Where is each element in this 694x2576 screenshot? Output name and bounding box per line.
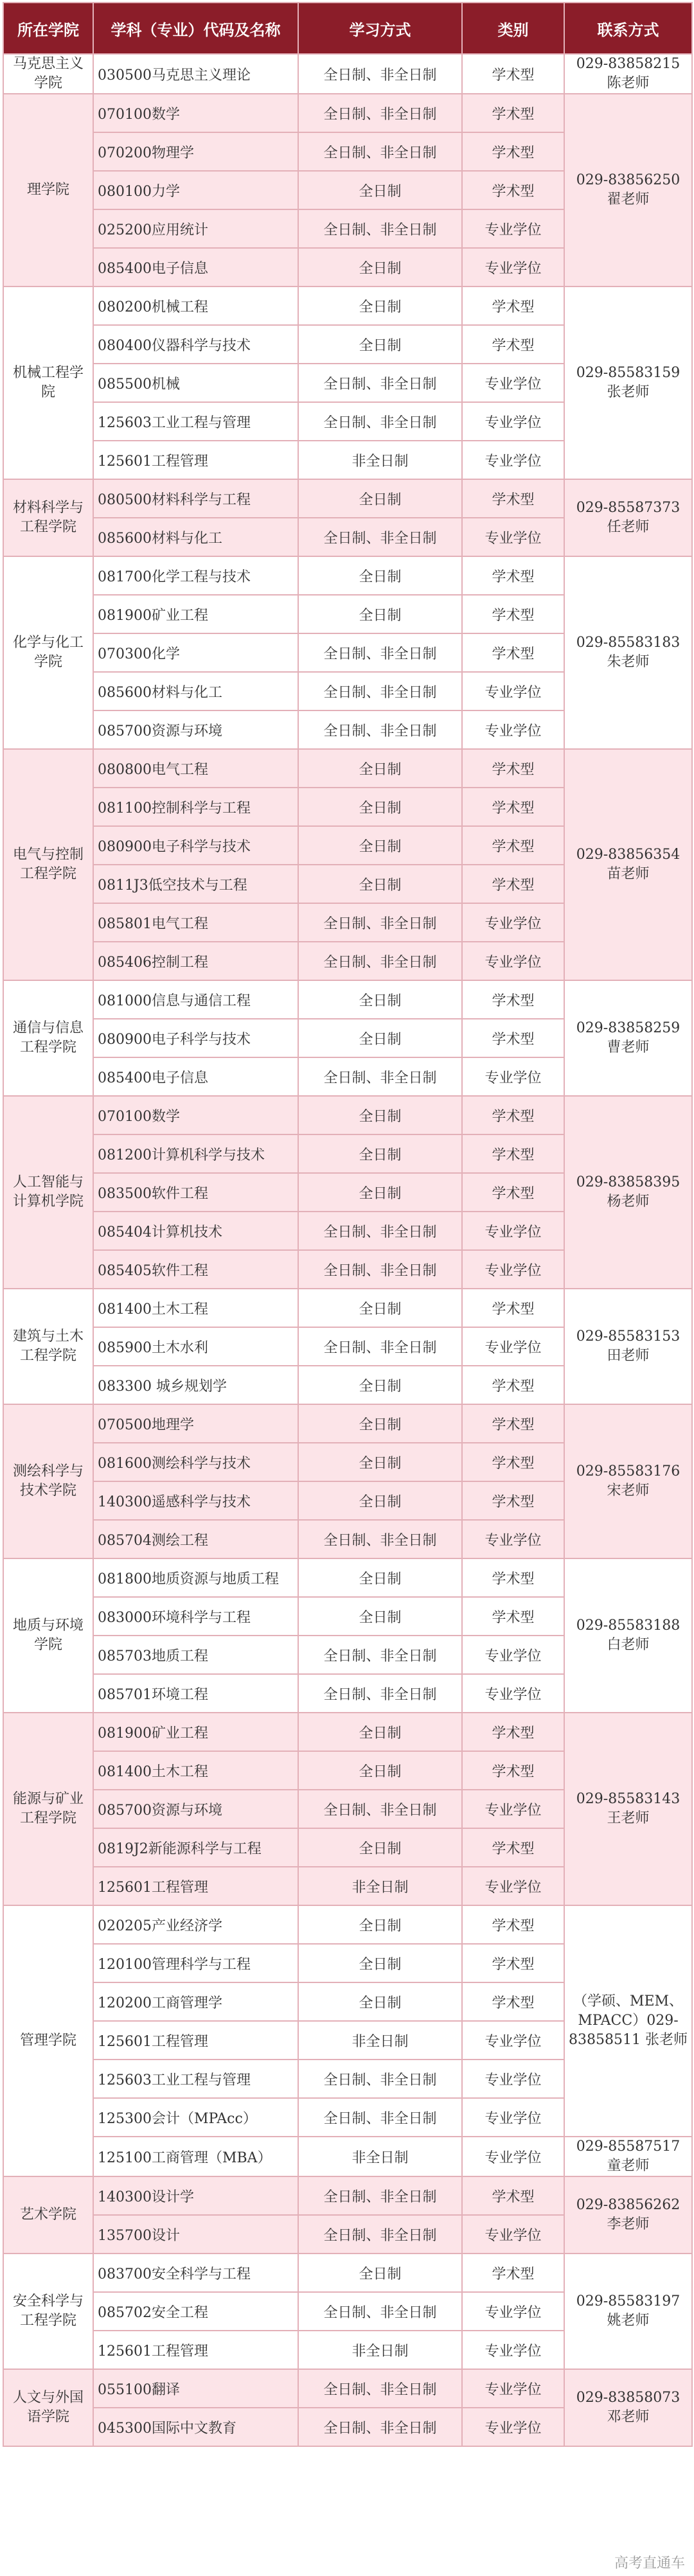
table-row (3, 1096, 692, 1134)
study-mode-cell: 全日制 (298, 826, 462, 865)
category-cell: 专业学位 (462, 209, 564, 248)
category-cell: 学术型 (462, 1751, 564, 1790)
study-mode-cell: 全日制、非全日制 (298, 54, 462, 94)
header-subject: 学科（专业）代码及名称 (93, 3, 298, 54)
study-mode-cell: 全日制、非全日制 (298, 2098, 462, 2137)
subject-cell: 083300 城乡规划学 (93, 1366, 298, 1404)
subject-cell: 081100控制科学与工程 (93, 788, 298, 826)
contact-cell: 029-85583153 田老师 (564, 1289, 692, 1404)
header-study-mode: 学习方式 (298, 3, 462, 54)
table-row (3, 980, 692, 1019)
college-name: 材料科学与工程学院 (3, 479, 93, 556)
subject-cell: 045300国际中文教育 (93, 2408, 298, 2446)
category-cell: 专业学位 (462, 1790, 564, 1828)
table-body (3, 54, 692, 2446)
contact-cell: 029-83858073 邓老师 (564, 2369, 692, 2446)
study-mode-cell: 全日制、非全日制 (298, 672, 462, 710)
category-cell: 学术型 (462, 1828, 564, 1867)
category-cell: 专业学位 (462, 2215, 564, 2254)
study-mode-cell: 全日制 (298, 595, 462, 633)
subject-cell: 081000信息与通信工程 (93, 980, 298, 1019)
study-mode-cell: 全日制 (298, 1751, 462, 1790)
subject-cell: 083700安全科学与工程 (93, 2254, 298, 2292)
study-mode-cell: 全日制、非全日制 (298, 1212, 462, 1250)
subject-cell: 080800电气工程 (93, 749, 298, 788)
category-cell: 学术型 (462, 1019, 564, 1057)
category-cell: 学术型 (462, 287, 564, 325)
study-mode-cell: 全日制、非全日制 (298, 1057, 462, 1096)
category-cell: 学术型 (462, 1713, 564, 1751)
category-cell: 专业学位 (462, 1057, 564, 1096)
study-mode-cell: 全日制 (298, 1404, 462, 1443)
category-cell: 学术型 (462, 1366, 564, 1404)
subject-cell: 125601工程管理 (93, 1867, 298, 1905)
category-cell: 专业学位 (462, 1327, 564, 1366)
study-mode-cell: 全日制 (298, 1481, 462, 1520)
table-row (3, 556, 692, 595)
contact-cell: 029-83856354 苗老师 (564, 749, 692, 980)
category-cell: 学术型 (462, 865, 564, 903)
subject-cell: 030500马克思主义理论 (93, 54, 298, 94)
contact-cell: 029-85587517 童老师 (564, 2137, 692, 2176)
subject-cell: 081600测绘科学与技术 (93, 1443, 298, 1481)
contact-cell: 029-85583176 宋老师 (564, 1404, 692, 1558)
study-mode-cell: 全日制 (298, 1828, 462, 1867)
study-mode-cell: 全日制 (298, 1905, 462, 1944)
college-name: 电气与控制工程学院 (3, 749, 93, 980)
subject-cell: 081700化学工程与技术 (93, 556, 298, 595)
subject-cell: 085406控制工程 (93, 942, 298, 980)
contact-cell: 029-85583197 姚老师 (564, 2254, 692, 2369)
table-row (3, 54, 692, 94)
contact-cell: 029-83856262 李老师 (564, 2176, 692, 2254)
study-mode-cell: 全日制 (298, 2254, 462, 2292)
category-cell: 学术型 (462, 54, 564, 94)
subject-cell: 085400电子信息 (93, 248, 298, 287)
table-row (3, 1404, 692, 1443)
category-cell: 专业学位 (462, 1520, 564, 1558)
category-cell: 专业学位 (462, 942, 564, 980)
study-mode-cell: 全日制 (298, 1597, 462, 1636)
category-cell: 专业学位 (462, 402, 564, 441)
college-name: 理学院 (3, 94, 93, 287)
study-mode-cell: 全日制 (298, 1096, 462, 1134)
study-mode-cell: 全日制 (298, 788, 462, 826)
subject-cell: 085600材料与化工 (93, 672, 298, 710)
subject-cell: 070200物理学 (93, 132, 298, 171)
category-cell: 专业学位 (462, 2408, 564, 2446)
study-mode-cell: 全日制 (298, 1019, 462, 1057)
category-cell: 专业学位 (462, 1250, 564, 1289)
study-mode-cell: 非全日制 (298, 2137, 462, 2176)
subject-cell: 081800地质资源与地质工程 (93, 1558, 298, 1597)
category-cell: 专业学位 (462, 2060, 564, 2098)
subject-cell: 125601工程管理 (93, 2021, 298, 2060)
category-cell: 学术型 (462, 1982, 564, 2021)
study-mode-cell: 全日制、非全日制 (298, 94, 462, 132)
subject-cell: 085801电气工程 (93, 903, 298, 942)
college-name: 艺术学院 (3, 2176, 93, 2254)
category-cell: 专业学位 (462, 518, 564, 556)
table-row (3, 2369, 692, 2408)
category-cell: 专业学位 (462, 2369, 564, 2408)
category-cell: 学术型 (462, 1134, 564, 1173)
category-cell: 专业学位 (462, 2021, 564, 2060)
subject-cell: 083000环境科学与工程 (93, 1597, 298, 1636)
table-row (3, 2137, 692, 2176)
subject-cell: 070100数学 (93, 1096, 298, 1134)
subject-cell: 125603工业工程与管理 (93, 2060, 298, 2098)
category-cell: 学术型 (462, 749, 564, 788)
subject-cell: 0819J2新能源科学与工程 (93, 1828, 298, 1867)
category-cell: 学术型 (462, 132, 564, 171)
subject-cell: 125603工业工程与管理 (93, 402, 298, 441)
category-cell: 学术型 (462, 2254, 564, 2292)
table-row (3, 94, 692, 132)
subject-cell: 020205产业经济学 (93, 1905, 298, 1944)
table-row (3, 1289, 692, 1327)
subject-cell: 055100翻译 (93, 2369, 298, 2408)
category-cell: 学术型 (462, 1096, 564, 1134)
study-mode-cell: 全日制、非全日制 (298, 2176, 462, 2215)
header-college: 所在学院 (3, 3, 93, 54)
category-cell: 学术型 (462, 325, 564, 364)
study-mode-cell: 全日制 (298, 749, 462, 788)
college-name: 能源与矿业工程学院 (3, 1713, 93, 1905)
study-mode-cell: 全日制、非全日制 (298, 903, 462, 942)
table-row (3, 1558, 692, 1597)
study-mode-cell: 全日制 (298, 1982, 462, 2021)
study-mode-cell: 非全日制 (298, 441, 462, 479)
table-row (3, 2176, 692, 2215)
subject-cell: 125300会计（MPAcc） (93, 2098, 298, 2137)
contact-cell: （学硕、MEM、MPACC）029-83858511 张老师 (564, 1905, 692, 2137)
category-cell: 学术型 (462, 1173, 564, 1212)
college-name: 化学与化工学院 (3, 556, 93, 749)
study-mode-cell: 全日制 (298, 556, 462, 595)
subject-cell: 085700资源与环境 (93, 710, 298, 749)
college-name: 测绘科学与技术学院 (3, 1404, 93, 1558)
study-mode-cell: 全日制、非全日制 (298, 2408, 462, 2446)
program-table (3, 2, 693, 2447)
category-cell: 学术型 (462, 1481, 564, 1520)
college-name: 地质与环境学院 (3, 1558, 93, 1713)
study-mode-cell: 全日制、非全日制 (298, 364, 462, 402)
subject-cell: 120200工商管理学 (93, 1982, 298, 2021)
category-cell: 专业学位 (462, 1674, 564, 1713)
category-cell: 专业学位 (462, 710, 564, 749)
category-cell: 学术型 (462, 556, 564, 595)
subject-cell: 080200机械工程 (93, 287, 298, 325)
subject-cell: 070300化学 (93, 633, 298, 672)
study-mode-cell: 全日制、非全日制 (298, 942, 462, 980)
college-name: 通信与信息工程学院 (3, 980, 93, 1096)
category-cell: 学术型 (462, 633, 564, 672)
study-mode-cell: 全日制 (298, 325, 462, 364)
subject-cell: 070100数学 (93, 94, 298, 132)
study-mode-cell: 全日制、非全日制 (298, 1636, 462, 1674)
study-mode-cell: 全日制、非全日制 (298, 518, 462, 556)
subject-cell: 081400土木工程 (93, 1289, 298, 1327)
study-mode-cell: 全日制 (298, 1289, 462, 1327)
study-mode-cell: 全日制、非全日制 (298, 633, 462, 672)
college-name: 机械工程学院 (3, 287, 93, 479)
category-cell: 学术型 (462, 826, 564, 865)
category-cell: 专业学位 (462, 2137, 564, 2176)
subject-cell: 085703地质工程 (93, 1636, 298, 1674)
subject-cell: 080900电子科学与技术 (93, 1019, 298, 1057)
subject-cell: 085600材料与化工 (93, 518, 298, 556)
college-name: 建筑与土木工程学院 (3, 1289, 93, 1404)
study-mode-cell: 全日制 (298, 1558, 462, 1597)
category-cell: 学术型 (462, 171, 564, 209)
subject-cell: 140300设计学 (93, 2176, 298, 2215)
study-mode-cell: 全日制 (298, 1713, 462, 1751)
subject-cell: 135700设计 (93, 2215, 298, 2254)
subject-cell: 081900矿业工程 (93, 1713, 298, 1751)
study-mode-cell: 全日制 (298, 479, 462, 518)
study-mode-cell: 全日制 (298, 1173, 462, 1212)
study-mode-cell: 全日制、非全日制 (298, 2369, 462, 2408)
table-row (3, 1713, 692, 1751)
table-row (3, 287, 692, 325)
category-cell: 学术型 (462, 479, 564, 518)
category-cell: 学术型 (462, 1944, 564, 1982)
study-mode-cell: 非全日制 (298, 2021, 462, 2060)
category-cell: 学术型 (462, 94, 564, 132)
contact-cell: 029-85583143 王老师 (564, 1713, 692, 1905)
contact-cell: 029-85583183 朱老师 (564, 556, 692, 749)
college-name: 马克思主义学院 (3, 54, 93, 94)
contact-cell: 029-85583159 张老师 (564, 287, 692, 479)
college-name: 人工智能与计算机学院 (3, 1096, 93, 1289)
study-mode-cell: 全日制、非全日制 (298, 2215, 462, 2254)
subject-cell: 125100工商管理（MBA） (93, 2137, 298, 2176)
subject-cell: 085702安全工程 (93, 2292, 298, 2331)
study-mode-cell: 全日制 (298, 171, 462, 209)
subject-cell: 070500地理学 (93, 1404, 298, 1443)
subject-cell: 085701环境工程 (93, 1674, 298, 1713)
study-mode-cell: 全日制 (298, 1443, 462, 1481)
study-mode-cell: 全日制、非全日制 (298, 710, 462, 749)
category-cell: 学术型 (462, 980, 564, 1019)
table-row (3, 1905, 692, 1944)
category-cell: 学术型 (462, 1558, 564, 1597)
category-cell: 专业学位 (462, 672, 564, 710)
study-mode-cell: 全日制 (298, 287, 462, 325)
study-mode-cell: 全日制、非全日制 (298, 1327, 462, 1366)
category-cell: 学术型 (462, 1597, 564, 1636)
category-cell: 专业学位 (462, 2098, 564, 2137)
subject-cell: 080900电子科学与技术 (93, 826, 298, 865)
college-name: 人文与外国语学院 (3, 2369, 93, 2446)
subject-cell: 0811J3低空技术与工程 (93, 865, 298, 903)
subject-cell: 125601工程管理 (93, 441, 298, 479)
study-mode-cell: 全日制 (298, 248, 462, 287)
category-cell: 专业学位 (462, 248, 564, 287)
contact-cell: 029-83858395 杨老师 (564, 1096, 692, 1289)
study-mode-cell: 全日制 (298, 865, 462, 903)
category-cell: 专业学位 (462, 1867, 564, 1905)
study-mode-cell: 全日制、非全日制 (298, 1674, 462, 1713)
category-cell: 学术型 (462, 595, 564, 633)
category-cell: 专业学位 (462, 441, 564, 479)
college-name: 安全科学与工程学院 (3, 2254, 93, 2369)
table-row (3, 2254, 692, 2292)
subject-cell: 080100力学 (93, 171, 298, 209)
subject-cell: 085404计算机技术 (93, 1212, 298, 1250)
category-cell: 学术型 (462, 1443, 564, 1481)
subject-cell: 081400土木工程 (93, 1751, 298, 1790)
contact-cell: 029-83858259 曹老师 (564, 980, 692, 1096)
study-mode-cell: 非全日制 (298, 1867, 462, 1905)
study-mode-cell: 全日制 (298, 1134, 462, 1173)
subject-cell: 080500材料科学与工程 (93, 479, 298, 518)
table-header-row (3, 3, 692, 54)
study-mode-cell: 全日制、非全日制 (298, 209, 462, 248)
college-name: 管理学院 (3, 1905, 93, 2176)
contact-cell: 029-85587373 任老师 (564, 479, 692, 556)
category-cell: 专业学位 (462, 903, 564, 942)
contact-cell: 029-83858215 陈老师 (564, 54, 692, 94)
study-mode-cell: 非全日制 (298, 2331, 462, 2369)
study-mode-cell: 全日制 (298, 980, 462, 1019)
subject-cell: 120100管理科学与工程 (93, 1944, 298, 1982)
table-row (3, 479, 692, 518)
study-mode-cell: 全日制 (298, 1366, 462, 1404)
subject-cell: 140300遥感科学与技术 (93, 1481, 298, 1520)
category-cell: 专业学位 (462, 2331, 564, 2369)
study-mode-cell: 全日制、非全日制 (298, 1520, 462, 1558)
subject-cell: 085500机械 (93, 364, 298, 402)
subject-cell: 083500软件工程 (93, 1173, 298, 1212)
category-cell: 学术型 (462, 1289, 564, 1327)
study-mode-cell: 全日制、非全日制 (298, 1790, 462, 1828)
study-mode-cell: 全日制、非全日制 (298, 2292, 462, 2331)
subject-cell: 025200应用统计 (93, 209, 298, 248)
header-contact: 联系方式 (564, 3, 692, 54)
watermark: 高考直通车 (614, 2555, 685, 2572)
category-cell: 学术型 (462, 1905, 564, 1944)
study-mode-cell: 全日制 (298, 1944, 462, 1982)
study-mode-cell: 全日制、非全日制 (298, 2060, 462, 2098)
category-cell: 专业学位 (462, 1636, 564, 1674)
subject-cell: 085900土木水利 (93, 1327, 298, 1366)
study-mode-cell: 全日制、非全日制 (298, 402, 462, 441)
subject-cell: 081900矿业工程 (93, 595, 298, 633)
category-cell: 学术型 (462, 2176, 564, 2215)
category-cell: 专业学位 (462, 1212, 564, 1250)
subject-cell: 085700资源与环境 (93, 1790, 298, 1828)
contact-cell: 029-85583188 白老师 (564, 1558, 692, 1713)
subject-cell: 081200计算机科学与技术 (93, 1134, 298, 1173)
study-mode-cell: 全日制、非全日制 (298, 132, 462, 171)
subject-cell: 080400仪器科学与技术 (93, 325, 298, 364)
study-mode-cell: 全日制、非全日制 (298, 1250, 462, 1289)
category-cell: 专业学位 (462, 2292, 564, 2331)
subject-cell: 085405软件工程 (93, 1250, 298, 1289)
subject-cell: 085704测绘工程 (93, 1520, 298, 1558)
category-cell: 学术型 (462, 788, 564, 826)
table-row (3, 749, 692, 788)
subject-cell: 085400电子信息 (93, 1057, 298, 1096)
subject-cell: 125601工程管理 (93, 2331, 298, 2369)
contact-cell: 029-83856250 翟老师 (564, 94, 692, 287)
category-cell: 学术型 (462, 1404, 564, 1443)
category-cell: 专业学位 (462, 364, 564, 402)
header-category: 类别 (462, 3, 564, 54)
